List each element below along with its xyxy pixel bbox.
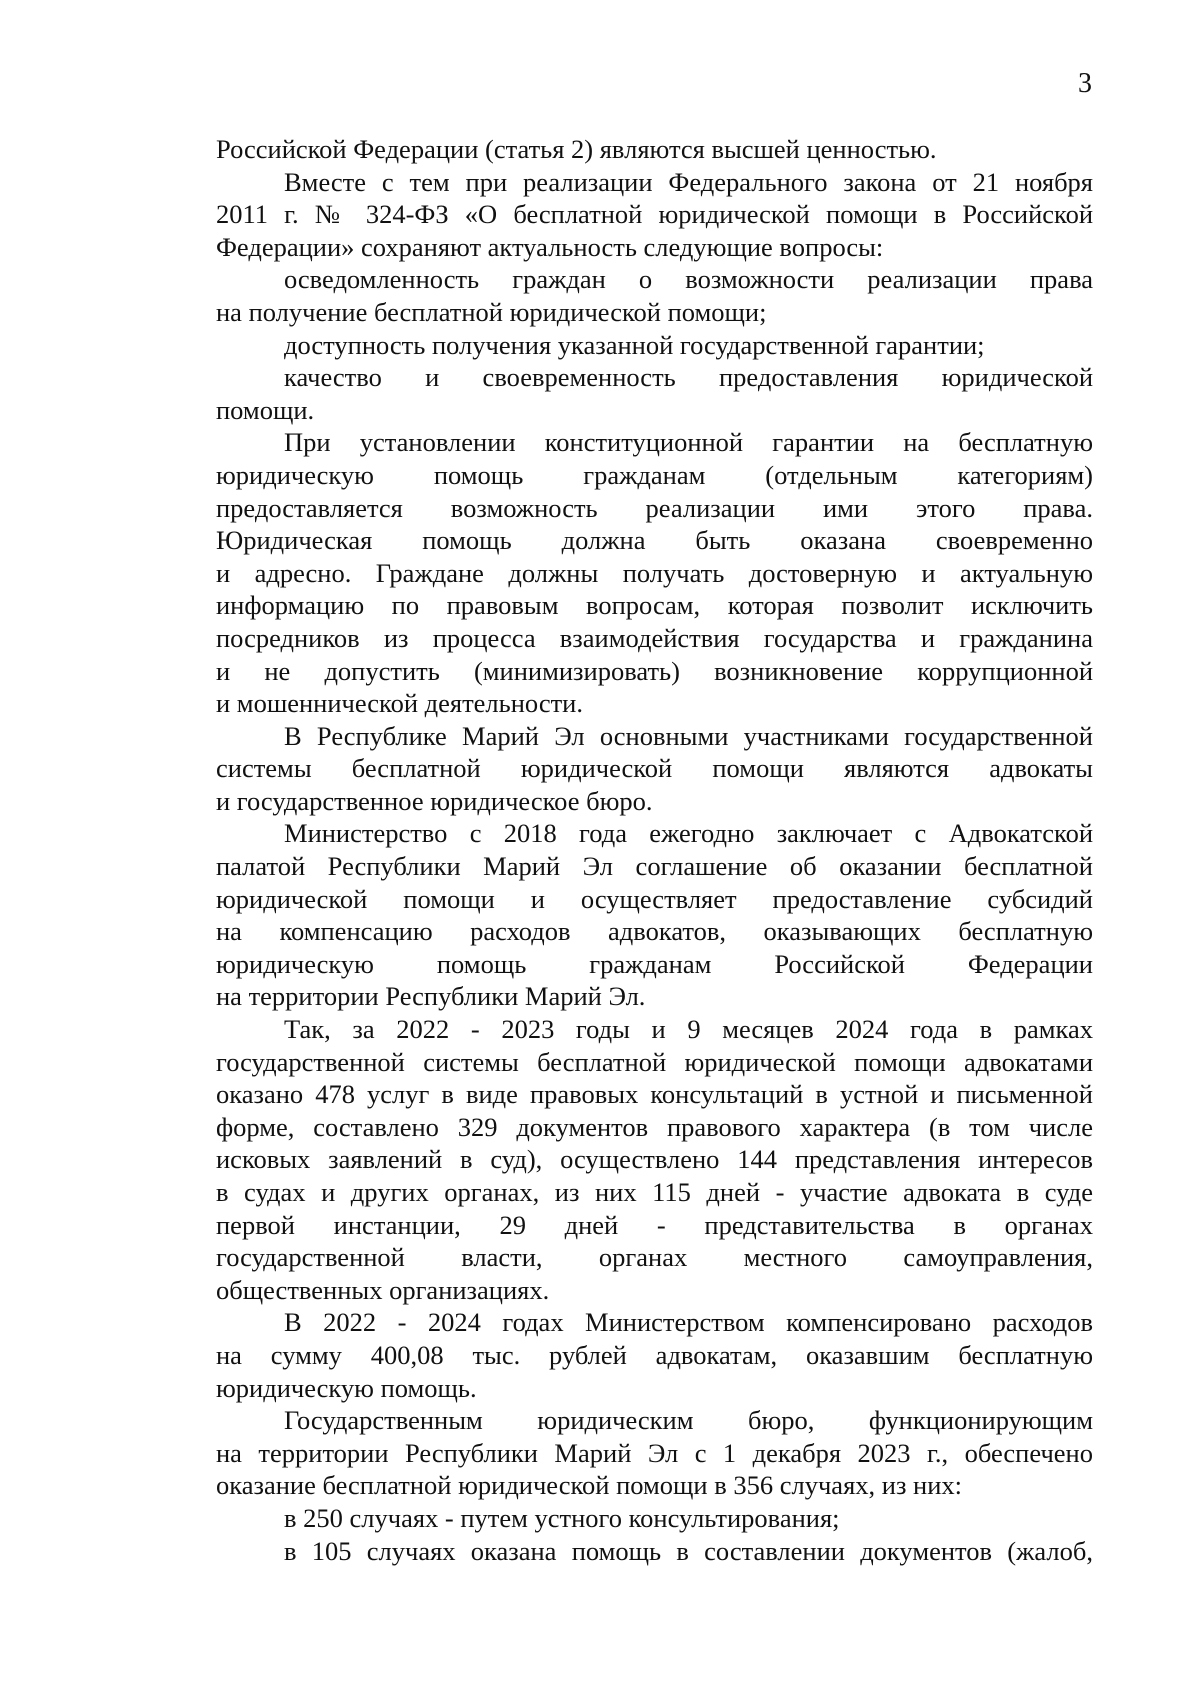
text-line: осведомленность граждан о возможности реализации права	[284, 264, 1093, 295]
text-line: в судах и других органах, из них 115 дней - участие адвоката в суде	[216, 1177, 1093, 1207]
text-line: предоставляется возможность реализации ими этого права.	[216, 492, 1093, 523]
text-line: Министерство с 2018 года ежегодно заключает с Адвокатской	[284, 818, 1093, 849]
text-line: первой инстанции, 29 дней - представительства в органах	[216, 1209, 1093, 1240]
text-line: В 2022 - 2024 годах Министерством компенсировано расходов	[284, 1307, 1093, 1338]
text-line: Российской Федерации (статья 2) являются высшей ценностью.	[216, 134, 937, 164]
text-line: и не допустить (минимизировать) возникновение коррупционной	[216, 655, 1093, 686]
text-line: на компенсацию расходов адвокатов, оказывающих бесплатную	[216, 916, 1093, 947]
text-line: в 105 случаях оказана помощь в составлении документов (жалоб,	[284, 1535, 1093, 1566]
text-line: доступность получения указанной государственной гарантии;	[284, 329, 985, 360]
text-line: палатой Республики Марий Эл соглашение об оказании бесплатной	[216, 851, 1093, 882]
text-line: государственной власти, органах местного самоуправления,	[216, 1242, 1093, 1273]
text-line: информацию по правовым вопросам, которая позволит исключить	[216, 590, 1093, 621]
text-line: 2011 г. № 324-ФЗ «О бесплатной юридической помощи в Российской	[216, 199, 1093, 230]
text-line: оказано 478 услуг в виде правовых консультаций в устной и письменной	[216, 1079, 1093, 1110]
text-line: Государственным юридическим бюро, функционирующим	[284, 1405, 1093, 1436]
text-line: качество и своевременность предоставления юридической	[284, 362, 1093, 393]
text-line: на сумму 400,08 тыс. рублей адвокатам, оказавшим бесплатную	[216, 1339, 1093, 1370]
text-line: форме, составлено 329 документов правового характера (в том числе	[216, 1111, 1093, 1142]
document-body	[216, 133, 1093, 1567]
text-line: на получение бесплатной юридической помощи;	[216, 296, 767, 327]
page-number: 3	[1078, 68, 1092, 99]
text-line: Так, за 2022 - 2023 годы и 9 месяцев 2024 года в рамках	[284, 1014, 1093, 1045]
text-line: в 250 случаях - путем устного консультирования;	[284, 1502, 840, 1533]
text-line: юридическую помощь гражданам Российской Федерации	[216, 948, 1093, 979]
text-line: исковых заявлений в суд), осуществлено 144 представления интересов	[216, 1144, 1093, 1175]
text-line: на территории Республики Марий Эл.	[216, 981, 646, 1012]
text-line: юридической помощи и осуществляет предоставление субсидий	[216, 883, 1093, 914]
text-line: системы бесплатной юридической помощи являются адвокаты	[216, 753, 1093, 784]
text-line: При установлении конституционной гарантии на бесплатную	[284, 427, 1093, 458]
text-line: и государственное юридическое бюро.	[216, 785, 653, 816]
text-line: и адресно. Граждане должны получать достоверную и актуальную	[216, 557, 1093, 588]
text-line: Юридическая помощь должна быть оказана своевременно	[216, 525, 1093, 556]
text-line: Вместе с тем при реализации Федерального закона от 21 ноября	[284, 166, 1093, 197]
text-line: и мошеннической деятельности.	[216, 688, 583, 719]
text-line: В Республике Марий Эл основными участниками государственной	[284, 720, 1093, 751]
text-line: посредников из процесса взаимодействия государства и гражданина	[216, 622, 1093, 653]
text-line: общественных организациях.	[216, 1274, 550, 1305]
text-line: оказание бесплатной юридической помощи в 356 случаях, из них:	[216, 1470, 963, 1501]
text-line: юридическую помощь гражданам (отдельным категориям)	[216, 459, 1093, 490]
text-line: Федерации» сохраняют актуальность следующие вопросы:	[216, 231, 884, 262]
text-line: на территории Республики Марий Эл с 1 декабря 2023 г., обеспечено	[216, 1437, 1093, 1468]
text-line: государственной системы бесплатной юридической помощи адвокатами	[216, 1046, 1093, 1077]
text-line: юридическую помощь.	[216, 1372, 477, 1403]
text-line: помощи.	[216, 394, 315, 425]
